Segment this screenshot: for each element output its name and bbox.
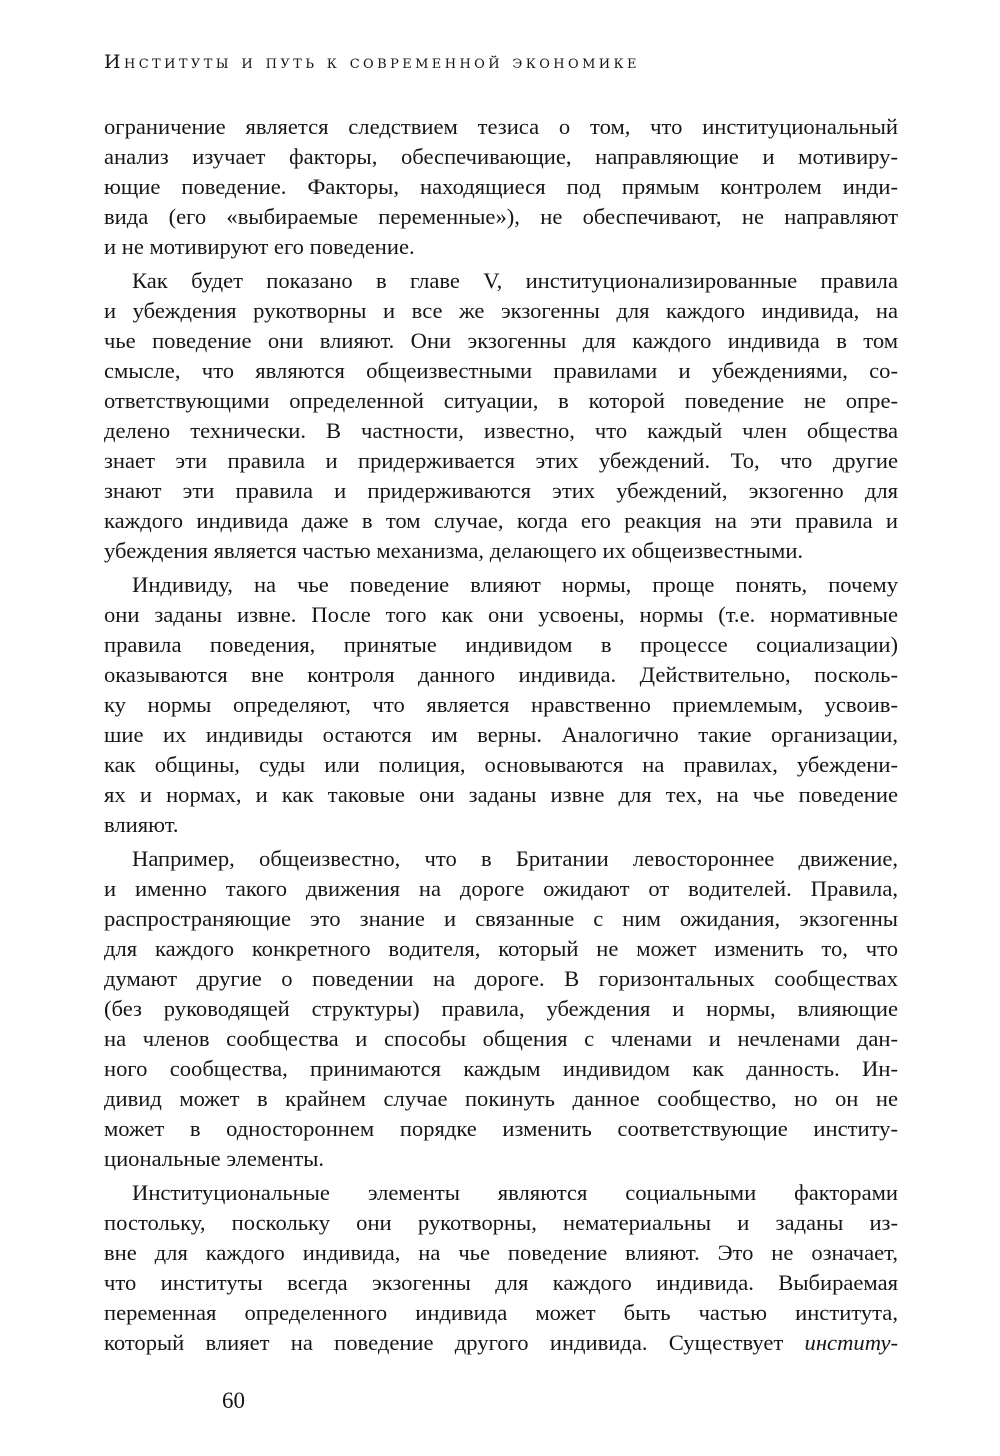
text-line: Индивиду, на чье поведение влияют нормы, проще понять, почему bbox=[132, 572, 898, 597]
paragraph-5 bbox=[104, 1178, 898, 1358]
text-line: (без руководящей структуры) правила, убеждения и нормы, влияющие bbox=[104, 996, 898, 1021]
text-line: каждого индивида даже в том случае, когда его реакция на эти правила и bbox=[104, 508, 898, 533]
text-line: ответствующими определенной ситуации, в которой поведение не опре- bbox=[104, 388, 898, 413]
text-line: Институциональные элементы являются социальными факторами bbox=[132, 1180, 898, 1205]
text-line: дивид может в крайнем случае покинуть данное сообщество, но он не bbox=[104, 1086, 898, 1111]
text-line: циональные элементы. bbox=[104, 1146, 325, 1171]
paragraph-3 bbox=[104, 570, 898, 840]
text-line: на членов сообщества и способы общения с членами и нечленами дан- bbox=[104, 1026, 898, 1051]
text-line: делено технически. В частности, известно, что каждый член общества bbox=[104, 418, 898, 443]
text-line: и именно такого движения на дороге ожидают от водителей. Правила, bbox=[104, 876, 898, 901]
text-line: распространяющие это знание и связанные с ним ожидания, экзогенны bbox=[104, 906, 898, 931]
text-line: Как будет показано в главе V, институционализированные правила bbox=[132, 268, 898, 293]
text-line: и убеждения рукотворны и все же экзогенны для каждого индивида, на bbox=[104, 298, 898, 323]
italic-term: институ- bbox=[804, 1330, 898, 1355]
text-line: смысле, что являются общеизвестными правилами и убеждениями, со- bbox=[104, 358, 898, 383]
running-head bbox=[104, 50, 904, 74]
text-line: для каждого конкретного водителя, который не может изменить то, что bbox=[104, 936, 898, 961]
text-line: убеждения является частью механизма, делающего их общеизвестными. bbox=[104, 538, 804, 563]
paragraph-4 bbox=[104, 844, 898, 1174]
text-line: ку нормы определяют, что является нравственно приемлемым, усвоив- bbox=[104, 692, 898, 717]
paragraph-2 bbox=[104, 266, 898, 566]
text-line: Например, общеизвестно, что в Британии левостороннее движение, bbox=[132, 846, 898, 871]
text-line: оказываются вне контроля данного индивида. Действительно, посколь- bbox=[104, 662, 898, 687]
text-line: влияют. bbox=[104, 812, 179, 837]
text-line: вида (его «выбираемые переменные»), не обеспечивают, не направляют bbox=[104, 204, 898, 229]
text-line: как общины, суды или полиция, основываются на правилах, убеждени- bbox=[104, 752, 898, 777]
paragraph-1 bbox=[104, 112, 898, 262]
text-line: переменная определенного индивида может быть частью института, bbox=[104, 1300, 898, 1325]
text-line: правила поведения, принятые индивидом в процессе социализации) bbox=[104, 632, 898, 657]
text-line: постольку, поскольку они рукотворны, нематериальны и заданы из- bbox=[104, 1210, 898, 1235]
text-line: знает эти правила и придерживается этих убеждений. То, что другие bbox=[104, 448, 898, 473]
text-line: и не мотивируют его поведение. bbox=[104, 234, 415, 259]
body-text bbox=[104, 112, 898, 1362]
text-line: ного сообщества, принимаются каждым индивидом как данность. Ин- bbox=[104, 1056, 898, 1081]
text-line: что институты всегда экзогенны для каждого индивида. Выбираемая bbox=[104, 1270, 898, 1295]
text-line: знают эти правила и придерживаются этих убеждений, экзогенно для bbox=[104, 478, 898, 503]
text-line: думают другие о поведении на дороге. В горизонтальных сообществах bbox=[104, 966, 898, 991]
running-title: Институты и путь к современной экономике bbox=[104, 51, 640, 73]
text-line: ограничение является следствием тезиса о том, что институциональный bbox=[104, 114, 898, 139]
text-line: они заданы извне. После того как они усвоены, нормы (т.е. нормативные bbox=[104, 602, 898, 627]
text-line: может в одностороннем порядке изменить соответствующие институ- bbox=[104, 1116, 898, 1141]
text-line: ющие поведение. Факторы, находящиеся под прямым контролем инди- bbox=[104, 174, 898, 199]
text-line-with-italic bbox=[104, 1328, 898, 1358]
text-line: анализ изучает факторы, обеспечивающие, направляющие и мотивиру- bbox=[104, 144, 898, 169]
text-line: ях и нормах, и как таковые они заданы извне для тех, на чье поведение bbox=[104, 782, 898, 807]
text-line: шие их индивиды остаются им верны. Аналогично такие организации, bbox=[104, 722, 898, 747]
page-number: 60 bbox=[222, 1388, 245, 1413]
text-line: вне для каждого индивида, на чье поведение влияют. Это не означает, bbox=[104, 1240, 898, 1265]
text-line: чье поведение они влияют. Они экзогенны для каждого индивида в том bbox=[104, 328, 898, 353]
text-line-main: который влияет на поведение другого индивида. Существует bbox=[104, 1330, 784, 1355]
